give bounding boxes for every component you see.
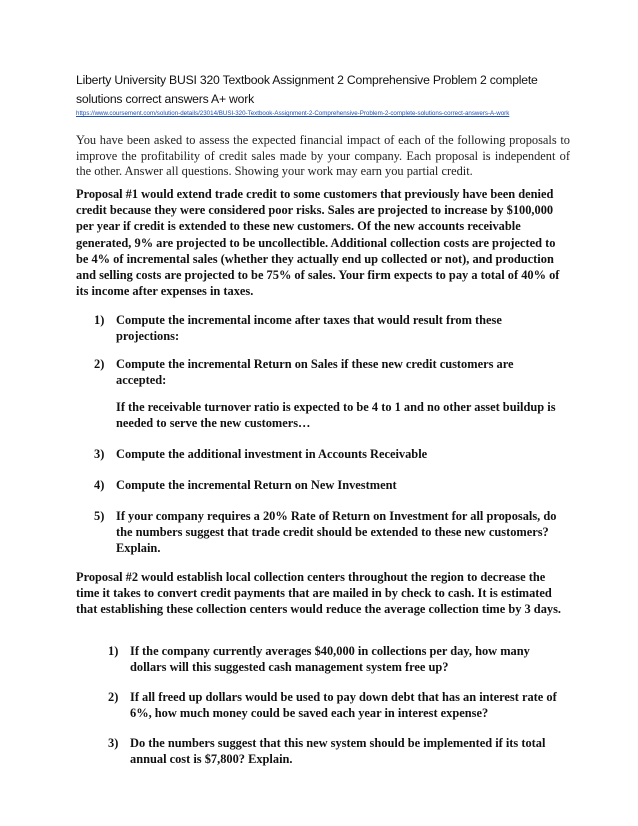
list-item (94, 356, 564, 431)
question-note: If the receivable turnover ratio is expected to be 4 to 1 and no other asset buildup is needed to serve the new customers… (116, 400, 556, 430)
question-text: Compute the incremental Return on New Investment (116, 478, 397, 492)
proposal-1-paragraph: Proposal #1 would extend trade credit to some customers that previously have been denied credit because they were considered poor risks. Sales are projected to increase by $100,000 per year if credit is extended to these new customers. Of the new accounts receivable generated, 9% are projected to be uncollectible. Additional collection costs are projected to be 4% of incremental sales (whether they actually end up collected or not), and production and selling costs are projected to be 75% of sales. Your firm expects to pay a total of 40% of its income after expenses in taxes. (76, 187, 560, 299)
question-text: Compute the additional investment in Accounts Receivable (116, 447, 428, 461)
list-item (94, 312, 564, 344)
question-number: 2) (108, 690, 119, 704)
intro-paragraph: You have been asked to assess the expected financial impact of each of the following proposals to improve the profitability of credit sales made by your company. Each proposal is independent of the other. Answer all questions. Showing your work may earn you partial credit. (76, 133, 570, 178)
question-number: 3) (108, 736, 119, 750)
question-text: If the company currently averages $40,000 in collections per day, how many dollars will this suggested cash management system free up? (130, 644, 530, 674)
list-item (108, 735, 564, 767)
proposal-1-questions (94, 312, 564, 556)
question-number: 3) (94, 447, 105, 461)
list-item (94, 477, 564, 493)
source-link[interactable]: https://www.coursement.com/solution-details/23014/BUSI-320-Textbook-Assignment-2-Comprehensive-Problem-2-complete-solutions-correct-answers-A-work (76, 110, 510, 117)
list-item (94, 508, 564, 556)
question-text: If all freed up dollars would be used to pay down debt that has an interest rate of 6%, how much money could be saved each year in interest expense? (130, 690, 557, 720)
question-number: 4) (94, 478, 105, 492)
question-number: 5) (94, 509, 105, 523)
proposal-2-paragraph: Proposal #2 would establish local collection centers throughout the region to decrease the time it takes to convert credit payments that are mailed in by check to cash. It is estimated that establishing these collection centers would reduce the average collection time by 3 days. (76, 570, 562, 617)
question-text: Compute the incremental income after taxes that would result from these projections: (116, 313, 502, 343)
document-title: Liberty University BUSI 320 Textbook Assignment 2 Comprehensive Problem 2 complete solutions correct answers A+ work (76, 73, 538, 106)
question-number: 1) (108, 644, 119, 658)
question-number: 1) (94, 313, 105, 327)
question-text: Compute the incremental Return on Sales if these new credit customers are accepted: (116, 357, 514, 387)
list-item (108, 689, 564, 721)
question-text: Do the numbers suggest that this new system should be implemented if its total annual cost is $7,800? Explain. (130, 736, 546, 766)
list-item (108, 643, 564, 675)
list-item (94, 446, 564, 462)
proposal-2-questions (108, 643, 564, 767)
question-text: If your company requires a 20% Rate of Return on Investment for all proposals, do the numbers suggest that trade credit should be extended to these new customers? Explain. (116, 509, 557, 555)
question-number: 2) (94, 357, 105, 371)
